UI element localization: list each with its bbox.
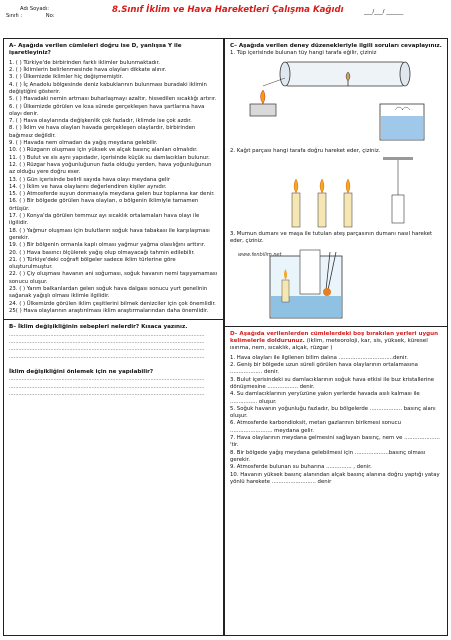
list-item: 2. Geniş bir bölgede uzun süreli görülen hava olaylarının ortalamasına ................... denir. (230, 362, 418, 376)
name-label: Adı Soyadı: (20, 6, 50, 12)
list-item: 2. ( ) İklimlerin belirlenmesinde hava olayları dikkate alınır. (9, 67, 167, 74)
section-b-title-2: İklim değişikliğini önlemek için ne yapılabilir? (9, 368, 154, 375)
list-item: 3. Bulut içerisindeki su damlacıklarının soğuk hava etkisi ile buz kristallerine dönüşmesine .................. denir. (230, 376, 435, 390)
experiment-question-3: 3. Mumun dumanı ve maşa ile tutulan ateş parçasının dumanı nasıl hareket eder, çiziniz. (230, 231, 433, 245)
candles-diagram (230, 155, 442, 231)
list-item: 1. ( ) Türkiye'de birbirinden farklı iklimler bulunmaktadır. (9, 59, 160, 66)
right-column (224, 38, 448, 636)
candle-icon (292, 179, 300, 227)
candle-icon (344, 179, 352, 227)
list-item: 8. ( ) İklim ve hava olayları havada gerçekleşen olaylardır, birbirinden bağımsız değildir. (9, 125, 196, 139)
answer-line[interactable]: ........................................................................................................................... (9, 346, 205, 353)
answer-line[interactable]: ........................................................................................................................... (9, 376, 205, 383)
list-item: 10. Havanın yüksek basınç alanından alçak basınç alanına doğru yaptığı yatay yönlü harekete .......................... denir (230, 471, 440, 485)
list-item: 19. ( ) Bir bölgenin ormanla kaplı olması yağmur yağma olasılığını arttırır. (9, 242, 206, 249)
experiment-question-1: 1. Tüp içerisinde bulunan tüy hangi tarafa eğilir, çiziniz (230, 50, 377, 57)
student-info (6, 6, 55, 20)
list-item: 25( ) Hava olaylarının araştırılması iklim araştırmalarından daha önemlidir. (9, 307, 209, 314)
list-item: 4. ( ) İç Anadolu bölgesinde deniz kabuklarının bulunması buradaki iklimin değiştiğini gösterir. (9, 81, 207, 95)
section-d-list (230, 355, 442, 486)
list-item: 4. Su damlacıklarının yeryüzüne yakın yerlerde havada asılı kalması ile ................ oluşur. (230, 391, 420, 405)
list-item: 6. Atmosferde karbondioksit, metan gazlarının birikmesi sonucu ......................... meydana gelir. (230, 420, 401, 434)
experiment-question-2: 2. Kağıt parçası hangi tarafa doğru hareket eder, çiziniz. (230, 147, 381, 154)
list-item: 14. ( ) İklim ve hava olaylarını değerlendiren kişiler aynıdır. (9, 183, 167, 190)
page-title: 8.Sınıf İklim ve Hava Hareketleri Çalışma Kağıdı (112, 5, 344, 15)
list-item: 5. ( ) Havadaki nemin artması buharlaşmayı azaltır, hissedilen sıcaklığı artırır. (9, 96, 217, 103)
date-blank: ___/___/ ______ (364, 9, 404, 15)
list-item: 9. ( ) Havada nem olmadan da yağış meydana gelebilir. (9, 140, 158, 147)
list-item: 23. ( ) Yarım balkanlardan gelen soğuk hava dalgası sonucu yurt genelinin sağanak yağışlı olması iklimle ilgilidir. (9, 286, 208, 300)
list-item: 17. ( ) Konya'da görülen temmuz ayı sıcaklık ortalamaları hava olayı ile ilgilidir. (9, 213, 200, 227)
left-column (3, 38, 224, 636)
list-item: 7. Hava olaylarının meydana gelmesini sağlayan basınç, nem ve ..................... 'tir. (230, 435, 440, 449)
answer-line[interactable]: ........................................................................................................................... (9, 353, 205, 360)
list-item: 18. ( ) Yağmur oluşması için bulutların soğuk hava tabakası ile karşılaşması gerekir. (9, 227, 210, 241)
list-item: 1. Hava olayları ile ilgilenen bilim dalına ................................denir. (230, 354, 408, 361)
list-item: 7. ( ) Hava olaylarında değişkenlik çok fazladır, iklimde ise çok azdır. (9, 118, 192, 125)
list-item: 3. ( ) Ülkemizde iklimler hiç değişmemiştir. (9, 74, 124, 81)
list-item: 8. Bir bölgede yağış meydana gelebilmesi için ....................basınç olması gerekir. (230, 449, 426, 463)
experiment-figure-jar (230, 246, 442, 322)
candle-icon (318, 179, 326, 227)
list-item: 16. ( ) Bir bölgede görülen hava olayları, o bölgenin iklimiyle tamamen örtüşür. (9, 198, 199, 212)
tube-diagram (230, 58, 442, 148)
list-item: 5. Soğuk havanın yoğunluğu fazladır, bu bölgelerde ................... basınç alanı oluşur. (230, 405, 436, 420)
list-item: 6. ( ) Ülkemizde görülen ve kısa sürede gerçekleşen hava şartlarına hava olayı denir. (9, 103, 205, 117)
class-label: Sınıfı : (6, 13, 23, 19)
section-b-title: B– İklim değişikliğinin sebepleri nelerdir? Kısaca yazınız. (9, 324, 188, 331)
answer-line[interactable]: ........................................................................................................................... (9, 331, 205, 338)
answer-line[interactable]: ........................................................................................................................... (9, 390, 205, 397)
word-bank: (iklim, meteoroloji, kar, sis, yüksek, küresel ısınma, nem, sıcaklık, alçak, rüzgar ) (230, 338, 428, 352)
section-d-title (230, 331, 442, 353)
experiment-figure-tube (230, 58, 442, 148)
answer-line[interactable]: ........................................................................................................................... (9, 383, 205, 390)
list-item: 9. Atmosferde bulunan su buharına ............... , denir. (230, 464, 372, 471)
section-a-title: A– Aşağıda verilen cümleleri doğru ise D, yanlışsa Y ile işaretleyiniz? (9, 43, 182, 57)
section-a-list (9, 60, 218, 315)
answer-line[interactable]: ........................................................................................................................... (9, 338, 205, 345)
list-item: 12. ( ) Rüzgar hava yoğunluğunun fazla olduğu yerden, hava yoğunluğunun az olduğu yere doğru eser. (9, 161, 212, 176)
section-c-title: C– Aşağıda verilen deney düzenekleriyle ilgili soruları cevaplayınız. (230, 43, 442, 49)
experiment-figure-candles (230, 155, 442, 231)
list-item: 10. ( ) Rüzgarın oluşması için yüksek ve alçak basınç alanları olmalıdır. (9, 147, 198, 154)
list-item: 13. ( ) Gün içerisinde belirli sayıda hava olayı meydana gelir (9, 176, 171, 183)
list-item: 15. ( ) Atmosferde suyun donmasıyla meydana gelen buz toplarına kar denir. (9, 191, 215, 198)
watermark-text: www.fenbilim.net (238, 251, 282, 258)
list-item: 20. ( ) Hava basıncı ölçülerek yağış olup olmayacağı tahmin edilebilir. (9, 249, 195, 256)
section-d-heading: D– Aşağıda verilenlerden cümlelerdeki boş bırakılan yerleri uygun kelimelerle doldurunuz. (230, 330, 439, 344)
list-item: 11. ( ) Bulut ve sis aynı yapıdadır, içerisinde küçük su damlacıkları bulunur. (9, 154, 210, 161)
list-item: 21. ( ) Türkiye'deki coğrafi bölgeler sadece iklim türlerine göre oluşturulmuştur. (9, 256, 176, 271)
no-label: No: (45, 13, 55, 19)
list-item: 24. ( ) Ülkemizde görülen iklim çeşitlerini bilmek denizciler için çok önemlidir. (9, 300, 216, 307)
list-item: 22. ( ) Çiy oluşması havanın ani soğuması, soğuk havanın nemi taşıyamaması sonucu oluşur. (9, 271, 218, 285)
